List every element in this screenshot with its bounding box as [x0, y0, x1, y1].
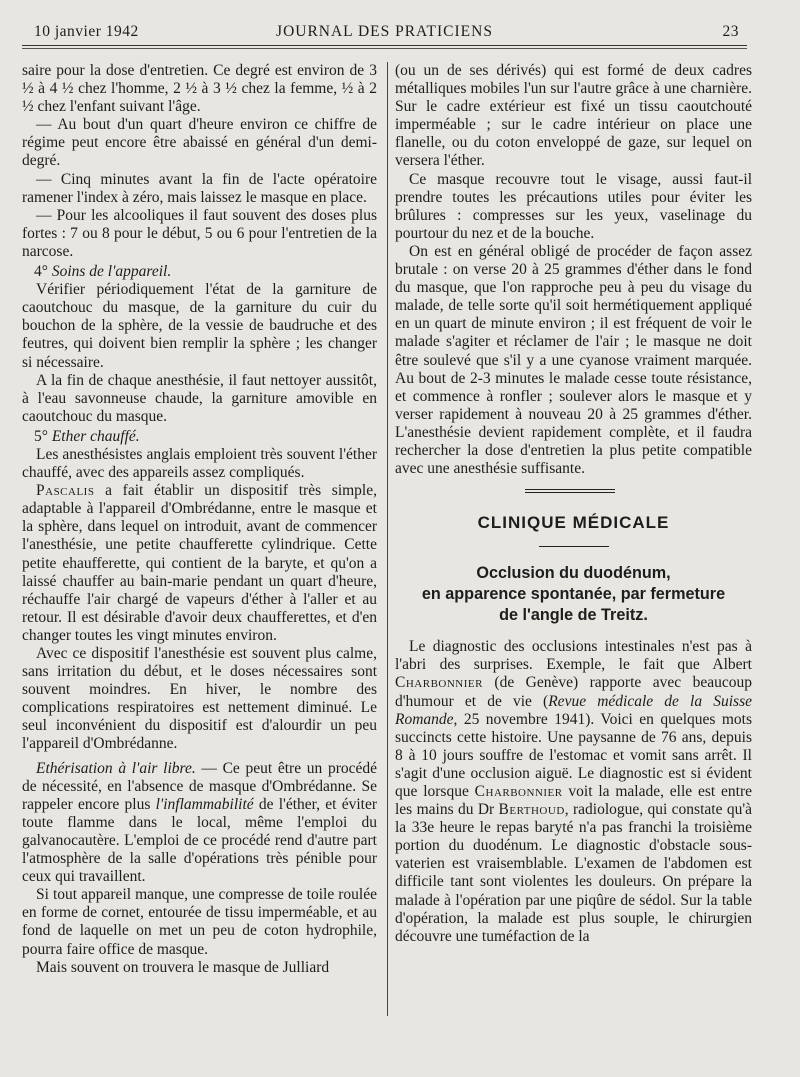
author-name: Pascalis — [36, 482, 95, 500]
section-title: CLINIQUE MÉDICALE — [477, 513, 670, 533]
journal-reference: Revue médicale de la Suisse Romande — [395, 692, 752, 728]
subheading-title: Soins de l'appareil. — [51, 263, 172, 281]
journal-title: JOURNAL DES PRATICIENS — [276, 23, 493, 40]
paragraph-text: de l'éther, et éviter toute flamme dans le local, même l'emploi du galvanocautère. L'emploi de ce procédé rend d'autre part l'atmosphère de la salle d'opérations très pénible pour ceux qui travaillent. — [22, 795, 377, 886]
paragraph-text: , 25 novembre 1941). Voici en quelques mots succincts cette histoire. Une paysanne de 76 ans, depuis 8 à 10 jours souffre de l'estomac et vomit sans arrêt. Il s'agit d'une occlusion aiguë. Le diagnostic est si évident que lorsque — [395, 710, 752, 800]
paragraph: Vérifier périodiquement l'état de la garniture de caoutchouc du masque, de la garniture du cuir du bouchon de la sphère, de la vessie de baudruche et des feutres, qui doivent bien remplir la sphère ; les changer si nécessaire. — [22, 281, 377, 371]
paragraph: A la fin de chaque anesthésie, il faut nettoyer aussitôt, à l'eau savonneuse chaude, la garniture amovible en caoutchouc du masque. — [22, 371, 377, 425]
author-name: Berthoud — [498, 801, 565, 819]
article-title-line: de l'angle de Treitz. — [499, 606, 648, 625]
paragraph: — Cinq minutes avant la fin de l'acte opératoire ramener l'index à zéro, mais laissez le masque en place. — [22, 170, 377, 206]
section-rule — [539, 546, 609, 547]
paragraph-text: (de Genève) rapporte avec beaucoup d'humour et de vie ( — [395, 674, 752, 710]
article-title-line: Occlusion du duodénum, — [476, 564, 671, 583]
paragraph: Si tout appareil manque, une compresse de toile roulée en forme de cornet, entourée de tissu imperméable, et au fond de laquelle on met un peu de coton hydrophile, pourra faire office de masque. — [22, 886, 377, 958]
author-name: Charbonnier — [395, 674, 483, 692]
emphasis: l'inflammabilité — [155, 795, 254, 813]
paragraph: Ce masque recouvre tout le visage, aussi faut-il prendre toutes les précautions utiles pour éviter les brûlures : compresses sur les yeux, vaselinage du pourtour du nez et de la bouche. — [395, 170, 752, 242]
author-name: Charbonnier — [474, 783, 563, 800]
header-date: 10 janvier 1942 — [34, 23, 139, 40]
paragraph: — Pour les alcooliques il faut souvent des doses plus fortes : 7 ou 8 pour le début, 5 ou 6 pour l'entretien de la narcose. — [22, 206, 377, 260]
article-title-line: en apparence spontanée, par fermeture — [421, 585, 726, 604]
subheading-number: 5° — [34, 427, 52, 445]
column-divider — [387, 62, 388, 1016]
running-header — [22, 20, 747, 44]
paragraph: — Au bout d'un quart d'heure environ ce chiffre de régime peut encore être abaissé en général d'un demi-degré. — [22, 116, 377, 170]
paragraph: Mais souvent on trouvera le masque de Julliard — [36, 958, 330, 976]
paragraph-text: voit la malade, elle est entre les mains du Dr — [395, 783, 753, 819]
paragraph: On est en général obligé de procéder de façon assez brutale : on verse 20 à 25 grammes d'éther dans le fond du masque, que l'on rapproche peu à peu du visage du malade, de telle sorte qu'il soit hermétiquement appliqué en un quart de minute environ ; il est fréquent de voir le malade s'agiter et réclamer de l'air ; le masque ne doit être soulevé que s'il y a une cyanose vraiment marquée. Au bout de 2-3 minutes le malade cesse toute résistance, et commence à ronfler ; soulever alors le masque et y verser rapidement à nouveau 20 à 25 grammes d'éther. L'anesthésie devient rapidement complète, et il faudra rechercher la dose d'entretien la plus petite compatible avec une anesthésie suffisante. — [395, 242, 752, 478]
paragraph-text: Le diagnostic des occlusions intestinales n'est pas à l'abri des surprises. Exemple, le fait que Albert — [395, 638, 752, 674]
subheading-number: 4° — [34, 263, 52, 281]
left-column — [22, 62, 377, 977]
page-number: 23 — [722, 23, 739, 40]
double-rule-separator — [395, 478, 752, 502]
paragraph: saire pour la dose d'entretien. Ce degré est environ de 3 ½ à 4 ½ chez l'homme, 2 ½ à 3 ½ chez la femme, ½ à 2 ½ chez l'enfant suivant l'âge. — [22, 62, 377, 116]
subheading-soins — [22, 263, 377, 281]
header-rule — [22, 45, 747, 46]
paragraph-text: — Ce peut être un procédé de nécessité, en l'absence de masque d'Ombrédanne. Se rappeler encore plus — [22, 759, 377, 813]
paragraph-text: a fait établir un dispositif très simple, adaptable à l'appareil d'Ombrédanne, entre le masque et la sphère, dans lequel on introduit, avant de commencer l'anesthésie, une petite chaufferette cylindrique. Cette petite ehaufferette, qui contient de la baryte, et qu'on a laissé chauffer au bain-marie pendant un quart d'heure, réchauffe l'air chargé de vapeurs d'éther à l'aller et au retour. Il est désirable d'avoir deux chaufferettes, et d'en changer toutes les vingt minutes environ. — [22, 482, 377, 644]
header-rule-thin — [22, 48, 747, 49]
right-column — [395, 62, 752, 946]
paragraph — [22, 482, 377, 645]
paragraph — [395, 638, 752, 946]
subheading-title: Ether chauffé. — [51, 427, 140, 445]
subheading-ether — [22, 428, 377, 446]
paragraph-text: , radiologue, qui constate qu'à la 33e heure le repas baryté n'a pas franchi la troisième portion du duodénum. Le diagnostic d'obstacle sous-vaterien est vraisemblable. L'examen de l'abdomen est difficile tant sont violentes les douleurs. On prépare la malade à l'opération par une piqûre de sédol. Sur la table d'opération, la malade est plus souple, le chirurgien découvre une tuméfaction de la — [395, 801, 752, 945]
paragraph: (ou un de ses dérivés) qui est formé de deux cadres métalliques mobiles l'un sur l'autre grâce à une charnière. Sur le cadre extérieur est fixé un tissu caoutchouté imperméable ; sur le cadre intérieur on place une flanelle, ou du coton enveloppé de gaze, sur lequel on versera l'éther. — [395, 62, 752, 170]
article-title — [395, 563, 752, 626]
run-in-title: Ethérisation à l'air libre. — [36, 759, 196, 777]
paragraph — [22, 760, 377, 887]
paragraph: Les anesthésistes anglais emploient très souvent l'éther chauffé, avec des appareils assez compliqués. — [22, 445, 377, 482]
paragraph: Avec ce dispositif l'anesthésie est souvent plus calme, sans irritation du début, et le doses nécessaires sont souvent moindres. En hiver, le nombre des complications respiratoires est nettement diminué. Le seul inconvénient du dispositif est d'alourdir un peu l'appareil d'Ombrédanne. — [22, 645, 377, 753]
